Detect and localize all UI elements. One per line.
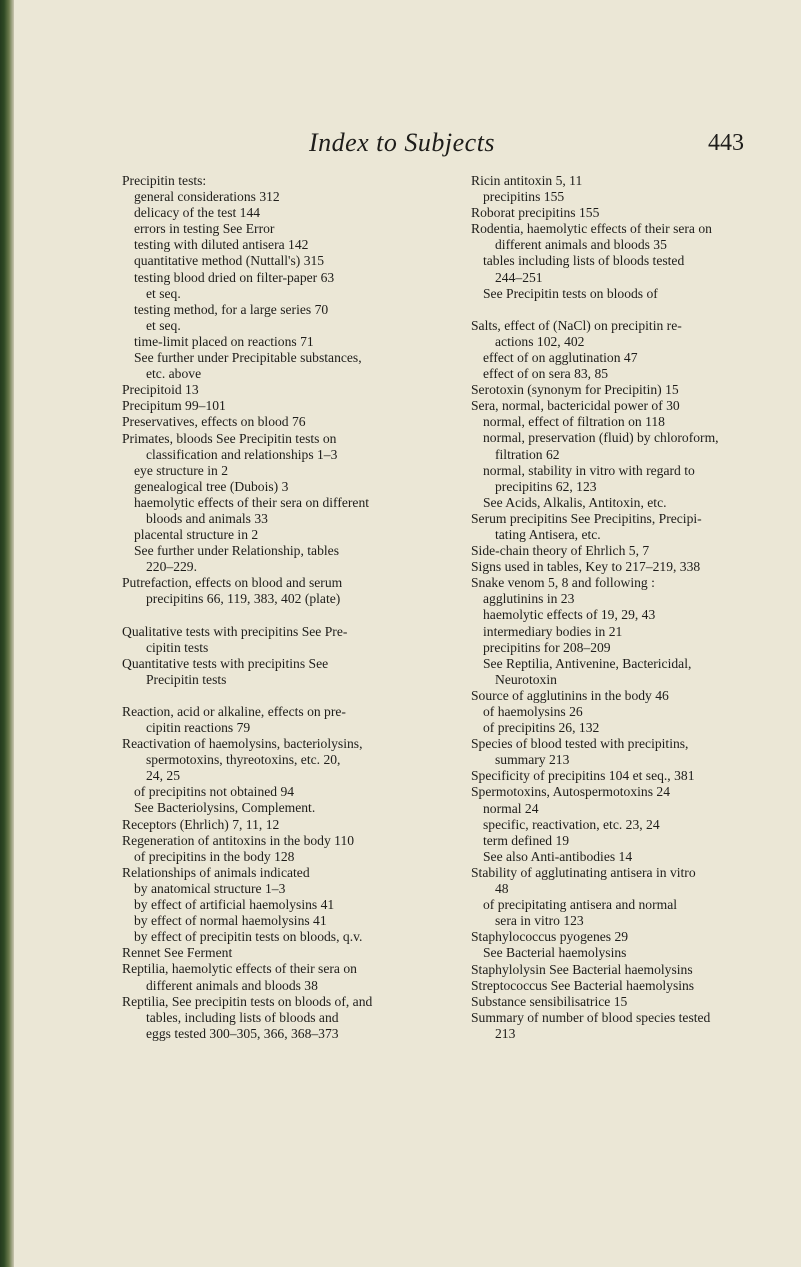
index-subentry: effect of on sera 83, 85	[483, 366, 609, 382]
index-subentry: agglutinins in 23	[483, 591, 575, 607]
index-entry: Reptilia, See precipitin tests on bloods of, and	[122, 993, 373, 1009]
index-entry-continuation: filtration 62	[495, 446, 560, 462]
index-subentry: See further under Relationship, tables	[134, 543, 339, 559]
index-subentry: testing blood dried on filter-paper 63	[134, 269, 335, 285]
index-subentry: of haemolysins 26	[483, 704, 583, 719]
index-entry-continuation: et seq.	[146, 317, 181, 333]
running-header	[14, 128, 801, 168]
index-subentry: genealogical tree (Dubois) 3	[134, 478, 289, 494]
index-entry-continuation: different animals and bloods 38	[146, 977, 318, 993]
index-subentry: See also Anti-antibodies 14	[483, 848, 633, 864]
index-subentry: of precipitins not obtained 94	[134, 784, 295, 800]
index-entry-continuation: precipitins 62, 123	[495, 478, 597, 494]
index-entry: Summary of number of blood species tested	[471, 1009, 711, 1025]
index-entry: Preservatives, effects on blood 76	[122, 414, 306, 430]
index-entry-continuation: summary 213	[495, 752, 570, 768]
entry-spacer	[122, 608, 452, 624]
page-number: 443	[708, 130, 744, 156]
index-entry-continuation: spermotoxins, thyreotoxins, etc. 20,	[146, 752, 341, 768]
index-subentry: delicacy of the test 144	[134, 205, 261, 221]
index-entry-continuation: cipitin tests	[146, 639, 209, 655]
index-subentry: by effect of precipitin tests on bloods, q.v.	[134, 929, 363, 945]
index-entry: Receptors (Ehrlich) 7, 11, 12	[122, 816, 280, 832]
index-subentry: testing with diluted antisera 142	[134, 237, 309, 253]
index-subentry: effect of on agglutination 47	[483, 349, 638, 365]
index-subentry: by anatomical structure 1–3	[134, 880, 286, 896]
index-entry-continuation: etc. above	[146, 366, 202, 382]
index-subentry: haemolytic effects of 19, 29, 43	[483, 607, 656, 623]
index-entry: Ricin antitoxin 5, 11	[471, 173, 583, 188]
index-entry: Roborat precipitins 155	[471, 205, 600, 221]
index-entry-continuation: et seq.	[146, 285, 181, 301]
book-binding-edge	[0, 0, 14, 1267]
index-subentry: normal 24	[483, 800, 539, 816]
index-subentry: precipitins 155	[483, 189, 565, 205]
index-subentry: term defined 19	[483, 832, 570, 848]
index-subentry: of precipitins 26, 132	[483, 720, 600, 736]
index-entry-continuation: 220–229.	[146, 559, 197, 575]
index-entry-continuation: 24, 25	[146, 768, 180, 784]
index-entry-continuation: tables, including lists of bloods and	[146, 1009, 339, 1025]
index-entry: Salts, effect of (NaCl) on precipitin re-	[471, 317, 682, 333]
index-entry: Side-chain theory of Ehrlich 5, 7	[471, 543, 650, 559]
index-subentry: See Precipitin tests on bloods of	[483, 285, 658, 301]
index-subentry: quantitative method (Nuttall's) 315	[134, 253, 325, 269]
index-entry-continuation: tating Antisera, etc.	[495, 526, 601, 542]
index-entry-continuation: eggs tested 300–305, 366, 368–373	[146, 1025, 339, 1041]
index-entry: Specificity of precipitins 104 et seq., 381	[471, 768, 695, 784]
index-entry: Stability of agglutinating antisera in vitro	[471, 864, 696, 880]
index-entry: Rodentia, haemolytic effects of their sera on	[471, 221, 712, 237]
index-column-right	[471, 173, 801, 1042]
index-entry-continuation: 244–251	[495, 269, 543, 285]
index-entry: Precipitoid 13	[122, 382, 199, 398]
index-entry-continuation: actions 102, 402	[495, 333, 585, 349]
index-entry: Precipitin tests:	[122, 173, 207, 188]
index-subentry: See further under Precipitable substances,	[134, 350, 362, 366]
index-subentry: normal, stability in vitro with regard to	[483, 462, 695, 478]
index-subentry: placental structure in 2	[134, 527, 259, 543]
index-entry: Qualitative tests with precipitins See Pre-	[122, 623, 348, 639]
index-entry: Relationships of animals indicated	[122, 864, 310, 880]
index-subentry: See Bacterial haemolysins	[483, 945, 627, 961]
index-subentry: tables including lists of bloods tested	[483, 253, 685, 269]
index-entry: Species of blood tested with precipitins,	[471, 736, 689, 752]
index-entry-continuation: cipitin reactions 79	[146, 720, 251, 735]
index-entry: Spermotoxins, Autospermotoxins 24	[471, 784, 671, 800]
index-entry-continuation: sera in vitro 123	[495, 913, 584, 929]
index-entry: Regeneration of antitoxins in the body 110	[122, 832, 355, 848]
index-subentry: intermediary bodies in 21	[483, 623, 623, 639]
index-entry-continuation: Neurotoxin	[495, 671, 557, 687]
index-entry: Serotoxin (synonym for Precipitin) 15	[471, 382, 679, 398]
index-subentry: of precipitating antisera and normal	[483, 897, 678, 913]
index-entry: Reactivation of haemolysins, bacteriolysins,	[122, 736, 363, 752]
index-entry: Reptilia, haemolytic effects of their sera on	[122, 961, 357, 977]
index-entry: Precipitum 99–101	[122, 398, 226, 414]
index-entry-continuation: different animals and bloods 35	[495, 237, 667, 253]
page-title: Index to Subjects	[308, 128, 496, 157]
index-subentry: haemolytic effects of their sera on different	[134, 494, 370, 510]
index-entry-continuation: bloods and animals 33	[146, 510, 268, 526]
index-entry-continuation: 48	[495, 881, 509, 897]
index-subentry: errors in testing See Error	[134, 221, 275, 237]
index-entry: Signs used in tables, Key to 217–219, 338	[471, 559, 701, 575]
index-entry: Quantitative tests with precipitins See	[122, 655, 329, 671]
index-subentry: general considerations 312	[134, 189, 280, 205]
index-entry-continuation: Precipitin tests	[146, 671, 227, 687]
index-subentry: See Acids, Alkalis, Antitoxin, etc.	[483, 494, 667, 510]
index-entry: Serum precipitins See Precipitins, Precipi-	[471, 510, 702, 526]
index-subentry: testing method, for a large series 70	[134, 301, 329, 317]
index-entry: Primates, bloods See Precipitin tests on	[122, 430, 337, 446]
index-entry: Staphylolysin See Bacterial haemolysins	[471, 961, 693, 977]
index-subentry: See Bacteriolysins, Complement.	[134, 800, 316, 816]
entry-spacer	[122, 688, 452, 704]
index-entry-continuation: 213	[495, 1025, 516, 1041]
index-entry: Snake venom 5, 8 and following :	[471, 575, 655, 591]
index-subentry: specific, reactivation, etc. 23, 24	[483, 816, 660, 832]
index-entry: Streptococcus See Bacterial haemolysins	[471, 977, 695, 993]
entry-spacer	[471, 302, 801, 318]
index-subentry: by effect of artificial haemolysins 41	[134, 897, 335, 913]
index-subentry: precipitins for 208–209	[483, 639, 611, 655]
index-entry: Reaction, acid or alkaline, effects on pre-	[122, 703, 346, 719]
index-entry: Staphylococcus pyogenes 29	[471, 929, 629, 945]
index-subentry: time-limit placed on reactions 71	[134, 333, 314, 349]
index-entry-continuation: classification and relationships 1–3	[146, 446, 338, 462]
index-subentry: of precipitins in the body 128	[134, 848, 295, 864]
index-subentry: by effect of normal haemolysins 41	[134, 913, 327, 929]
index-subentry: normal, effect of filtration on 118	[483, 414, 665, 430]
index-entry: Putrefaction, effects on blood and serum	[122, 575, 343, 591]
index-subentry: eye structure in 2	[134, 462, 228, 478]
index-entry: Rennet See Ferment	[122, 945, 233, 961]
index-entry: Sera, normal, bactericidal power of 30	[471, 398, 680, 414]
index-subentry: See Reptilia, Antivenine, Bactericidal,	[483, 655, 692, 671]
book-page	[14, 0, 801, 1267]
index-entry: Source of agglutinins in the body 46	[471, 687, 669, 703]
index-subentry: normal, preservation (fluid) by chloroform,	[483, 430, 719, 446]
index-entry-continuation: precipitins 66, 119, 383, 402 (plate)	[146, 591, 341, 607]
index-column-left	[122, 173, 452, 1042]
index-entry: Substance sensibilisatrice 15	[471, 993, 628, 1009]
